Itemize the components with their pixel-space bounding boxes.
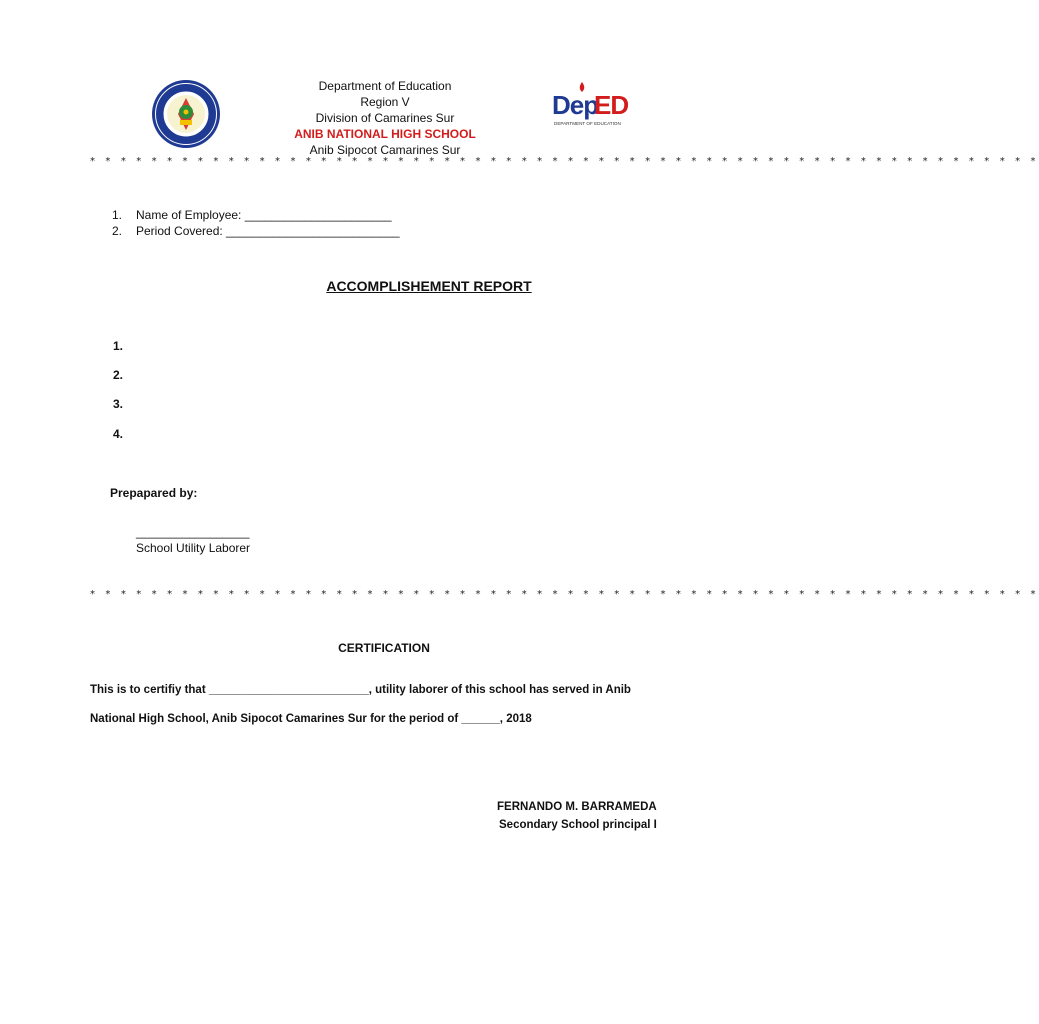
certification-text-line1: This is to certifiy that _________________________, utility laborer of this school has served in Anib — [90, 684, 631, 696]
period-covered-field — [112, 224, 400, 238]
field-text: Name of Employee: ______________________ — [136, 208, 392, 222]
list-item: 3. — [113, 397, 124, 411]
field-text: Period Covered: __________________________ — [136, 224, 400, 238]
list-item: 2. — [113, 368, 124, 382]
field-number: 2. — [112, 224, 123, 238]
signature-line: _________________ — [136, 525, 250, 539]
report-title: ACCOMPLISHEMENT REPORT — [326, 278, 532, 294]
certification-title: CERTIFICATION — [338, 641, 430, 655]
school-address: Anib Sipocot Camarines Sur — [309, 143, 461, 157]
letterhead — [230, 78, 540, 158]
certification-text-line2: National High School, Anib Sipocot Camarines Sur for the period of ______, 2018 — [90, 713, 532, 725]
svg-text:Dep: Dep — [552, 90, 599, 120]
department-name: Department of Education — [318, 79, 452, 93]
school-seal-logo — [150, 78, 222, 150]
svg-text:ED: ED — [594, 90, 629, 120]
svg-text:DEPARTMENT OF EDUCATION: DEPARTMENT OF EDUCATION — [554, 121, 621, 126]
school-name: ANIB NATIONAL HIGH SCHOOL — [294, 127, 476, 141]
division-name: Division of Camarines Sur — [315, 111, 455, 125]
deped-logo — [552, 80, 629, 130]
prepared-by-label: Prepapared by: — [110, 486, 198, 500]
top-separator: * * * * * * * * * * * * * * * * * * * * * * * * * * * * * * * * * * * * * * * * * * * * * * * * * * * * * * * * * * * * * * — [90, 156, 1039, 167]
preparer-role: School Utility Laborer — [136, 541, 251, 555]
signatory-title: Secondary School principal I — [499, 819, 657, 831]
field-number: 1. — [112, 208, 123, 222]
signatory-name: FERNANDO M. BARRAMEDA — [497, 801, 657, 813]
bottom-separator: * * * * * * * * * * * * * * * * * * * * * * * * * * * * * * * * * * * * * * * * * * * * * * * * * * * * * * * * * * * * * * — [90, 589, 1039, 600]
employee-name-field — [112, 208, 392, 222]
list-item: 1. — [113, 339, 124, 353]
list-item: 4. — [113, 427, 124, 441]
region-name: Region V — [360, 95, 410, 109]
